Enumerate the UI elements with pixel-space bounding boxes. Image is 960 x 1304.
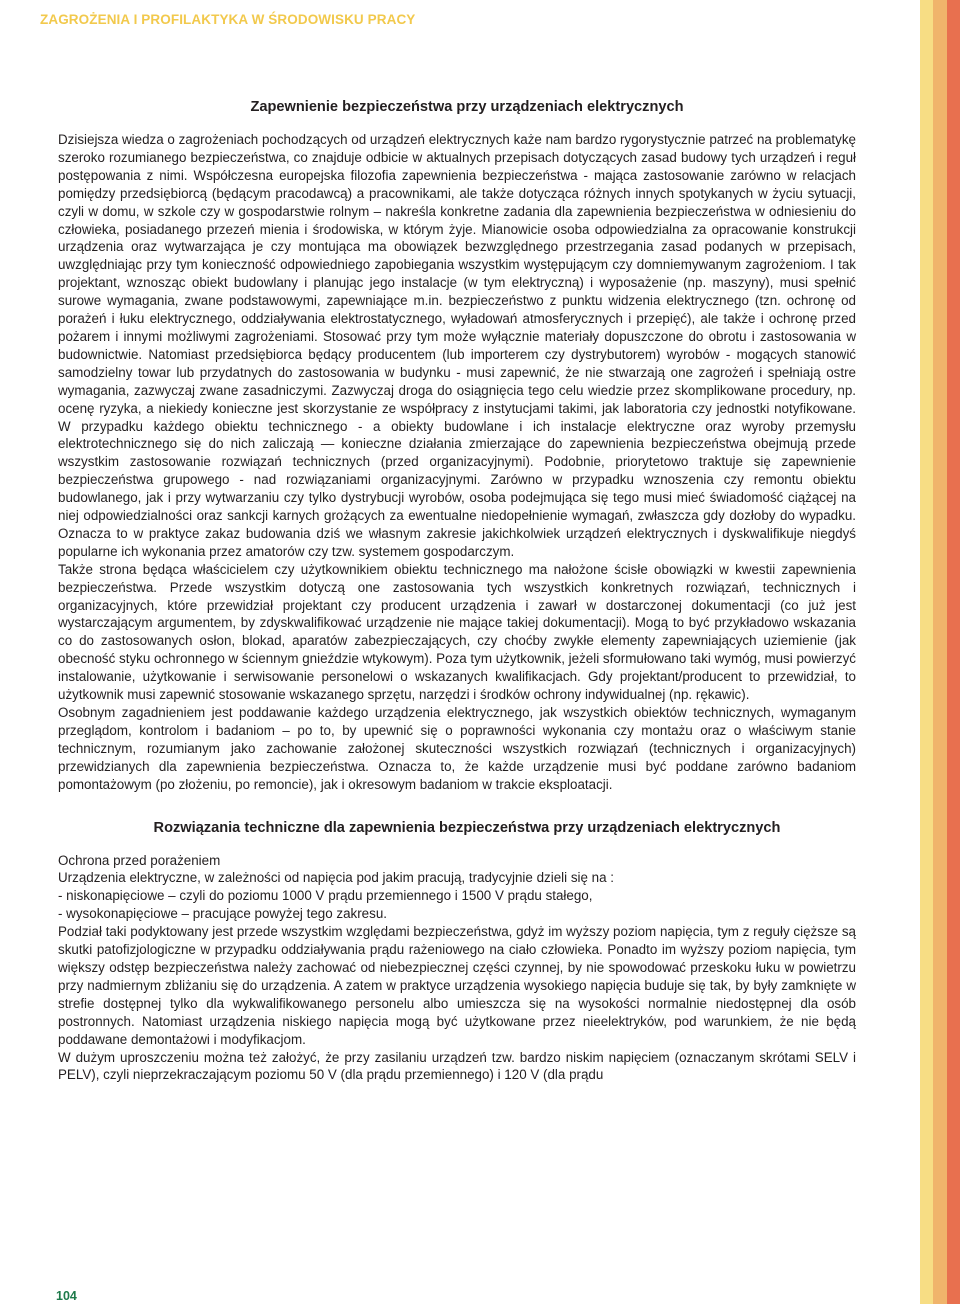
section-title-2: Rozwiązania techniczne dla zapewnienia bezpieczeństwa przy urządzeniach elektrycznych [153, 819, 781, 836]
section-title-1: Zapewnienie bezpieczeństwa przy urządzeniach elektrycznych [250, 99, 684, 115]
paragraph: Dzisiejsza wiedza o zagrożeniach pochodzących od urządzeń elektrycznych każe nam bardzo rygorystycznie patrzeć na problematykę szeroko rozumianego bezpieczeństwa, co znajduje odbicie w aktualnych przepisach dotyczących zasad budowy tych urządzeń i reguł postępowania z nimi. Współczesna europejska filozofia zapewnienia bezpieczeństwa - mająca zastosowanie zarówno w relacjach pomiędzy przedsiębiorcą (będącym pracodawcą) a pracownikami, ale także dotycząca różnych innych spotykanych w życiu sytuacji, czyli w domu, w szkole czy w gospodarstwie rolnym – nakreśla konkretne zadania dla zapewnienia bezpieczeństwa w odniesieniu do człowieka, posiadanego przezeń mienia i środowiska, w którym żyje. Mianowicie osoba odpowiedzialna za opracowanie konstrukcji urządzenia oraz wytwarzająca je czy montująca ma obowiązek bezwzględnego przestrzegania zasad podanych w przepisach, uwzględniając przy tym konieczność odpowiedniego zapobiegania wszystkim występującym czy domniemywanym zagrożeniom. I tak projektant, wznosząc obiekt budowlany i planując jego instalacje (w tym elektryczną) i wyposażenie (np. maszyny), musi spełnić surowe wymagania, zwane podstawowymi, zapewniające m.in. bezpieczeństwo z punktu widzenia elektrycznego (tzn. ochronę od porażeń i łuku elektrycznego, oddziaływania elektrostatycznego, wyładowań atmosferycznych i przepięć), ale także i ochronę przed pożarem i innymi możliwymi zagrożeniami. Stosować przy tym może wyłącznie materiały dopuszczone do obrotu i zastosowania w budownictwie. Natomiast przedsiębiorca będący producentem (lub importerem czy dystrybutorem) wyrobów - mogących stanowić samodzielny towar lub przydatnych do zastosowania w budynku - musi zapewnić, że nie stwarzają one zagrożeń i spełniają ostre wymagania, zazwyczaj zwane zasadniczymi. Zazwyczaj droga do osiągnięcia tego celu wiedzie przez skomplikowane procedury, np. ocenę ryzyka, a niekiedy konieczne jest skorzystanie ze współpracy z instytucjami takimi, jak laboratoria czy jednostki notyfikowane. W przypadku każdego obiektu technicznego - a obiekty budowlane i ich instalacje elektryczne oraz wyroby przemysłu elektrotechnicznego się do nich zaliczają — konieczne działania zmierzające do zapewnienia bezpieczeństwa obejmują przede wszystkim zastosowanie rozwiązań technicznych (przed organizacyjnymi). Podobnie, priorytetowo traktuje się zapewnienie bezpieczeństwa grupowego - nad rozwiązaniami organizacyjnymi. Zarówno w przypadku wznoszenia czy remontu obiektu budowlanego, jak i przy wytwarzaniu czy tylko dystrybucji wyrobów, osoba podejmująca się tego musi mieć świadomość ciążącej na niej odpowiedzialności oraz sankcji karnych grożących za ewentualne niedopełnienie wymagań, zwłaszcza gdy dozłoby do wypadku. Oznacza to w praktyce zakaz budowania dziś we własnym zakresie jakichkolwiek urządzeń elektrycznych i dyskwalifikuje niegdyś popularne ich wykonania przez amatorów czy tzw. systemem gospodarczym. [58, 132, 856, 559]
stripe-red [947, 0, 960, 1304]
paragraph: Osobnym zagadnieniem jest poddawanie każdego urządzenia elektrycznego, jak wszystkich obiektów technicznych, wymaganym przeglądom, kontrolom i badaniom – po to, by upewnić się o poprawności wykonania czy montażu oraz o właściwym stanie technicznym, rozumianym jako zachowanie założonej skuteczności wszystkich rozwiązań (technicznych i organizacyjnych) przewidzianych dla zapewnienia bezpieczeństwa. Oznacza to, że każde urządzenie musi być poddane zarówno badaniom pomontażowym (po złożeniu, po remoncie), jak i okresowym badaniom w trakcie eksploatacji. [58, 705, 856, 792]
stripe-yellow [920, 0, 933, 1304]
text-line: Urządzenia elektryczne, w zależności od napięcia pod jakim pracują, tradycyjnie dzieli się na : [58, 870, 614, 886]
stripe-orange [933, 0, 947, 1304]
list-item: - niskonapięciowe – czyli do poziomu 1000 V prądu przemiennego i 1500 V prądu stałego, [58, 888, 593, 904]
paragraph: Podział taki podyktowany jest przede wszystkim względami bezpieczeństwa, gdyż im wyższy poziom napięcia, tym z reguły cięższe są skutki patofizjologiczne w przypadku oddziaływania prądu rażeniowego na ciało człowieka. Ponadto im wyższy poziom napięcia, tym większy odstęp bezpieczeństwa należy zachować od niebezpiecznej części czynnej, by nie spowodować przeskoku łuku w powietrzu przy nadmiernym zbliżaniu się do urządzenia. A zatem w praktyce urządzenia wysokiego napięcia buduje się tak, by były zamknięte w strefie dostępnej tylko dla wykwalifikowanego personelu albo umieszcza się na wysokości normalnie niedostępnej dla osób postronnych. Natomiast urządzenia niskiego napięcia mogą być użytkowane przez nieelektryków, pod warunkiem, że nie będą poddawane demontażowi i modyfikacjom. [58, 924, 856, 1047]
list-item: - wysokonapięciowe – pracujące powyżej tego zakresu. [58, 906, 387, 922]
running-header: ZAGROŻENIA I PROFILAKTYKA W ŚRODOWISKU PRACY [40, 12, 416, 27]
subheading: Ochrona przed porażeniem [58, 852, 221, 868]
paragraph: Także strona będąca właścicielem czy użytkownikiem obiektu technicznego ma nałożone ścisłe obowiązki w kwestii zapewnienia bezpieczeństwa. Przede wszystkim dotyczą one zastosowania tych wszystkich konkretnych rozwiązań, technicznych i organizacyjnych, które przewidział projektant czy producent urządzenia i zawarł w dostarczonej dokumentacji (co już jest wystarczającym argumentem, by zdyskwalifikować urządzenie nie mające takiej dokumentacji). Mogą to być przykładowo wskazania co do zastosowanych osłon, blokad, aparatów zabezpieczających, czy choćby zwykłe elementy zapewniających uziemienie (jak obecność styku ochronnego w ściennym gnieździe wtykowym). Poza tym użytkownik, jeżeli sformułowano taki wymóg, musi powierzyć instalowanie, użytkowanie i serwisowanie personelowi o wskazanych kwalifikacjach. Gdy projektant/producent to przewidział, to użytkownik musi zapewnić stosowanie wskazanego sprzętu, narzędzi i środków ochrony indywidualnej (np. rękawic). [58, 561, 856, 703]
decorative-side-stripe [920, 0, 960, 1304]
page-number: 104 [56, 1289, 77, 1303]
article-body [58, 97, 856, 1084]
paragraph: W dużym uproszczeniu można też założyć, że przy zasilaniu urządzeń tzw. bardzo niskim napięciem (oznaczanym skrótami SELV i PELV), czyli nieprzekraczającym poziomu 50 V (dla prądu przemiennego) i 120 V (dla prądu [58, 1049, 856, 1083]
